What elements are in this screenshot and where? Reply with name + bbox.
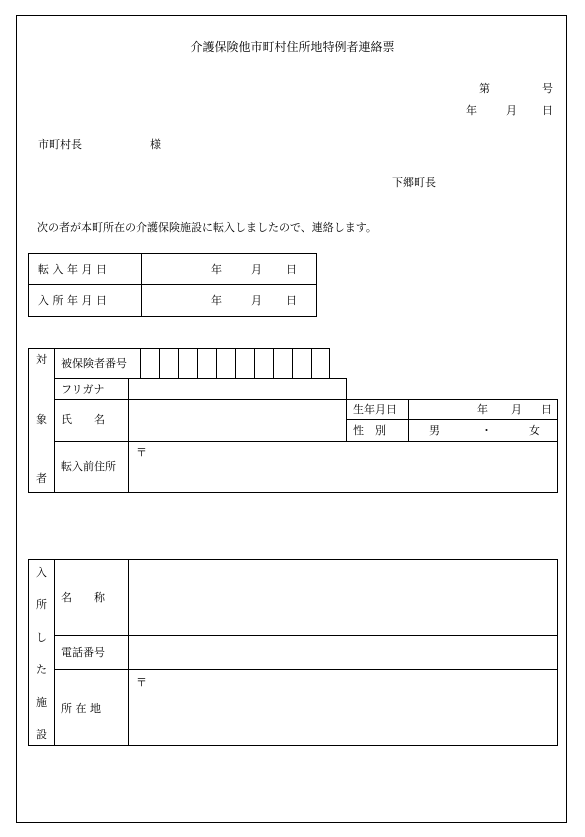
- sex-female-option[interactable]: 女: [529, 424, 540, 437]
- number-dai: 第: [479, 82, 490, 95]
- digit-cell[interactable]: [311, 348, 312, 378]
- digit-cell[interactable]: [216, 348, 217, 378]
- digit-cell[interactable]: [178, 348, 179, 378]
- digit-cell[interactable]: [254, 348, 255, 378]
- birthdate-label: 生年月日: [353, 403, 397, 416]
- digit-cell[interactable]: [235, 348, 236, 378]
- facility-side-char-5: 施: [36, 696, 47, 709]
- name-label: 氏 名: [61, 413, 105, 426]
- intro-text: 次の者が本町所在の介護保険施設に転入しましたので、連絡します。: [37, 221, 377, 234]
- page-title: 介護保険他市町村住所地特例者連絡票: [190, 40, 395, 54]
- facility-table: [28, 559, 558, 746]
- birth-hi: 日: [541, 403, 552, 416]
- nyusho-nen: 年: [211, 294, 222, 307]
- facility-phone-label: 電話番号: [61, 646, 105, 659]
- sex-male-option[interactable]: 男: [429, 424, 440, 437]
- facility-address-label: 所 在 地: [61, 702, 101, 715]
- birth-nen: 年: [477, 403, 488, 416]
- sender: 下郷町長: [392, 176, 436, 189]
- facility-side-char-1: 入: [36, 566, 47, 579]
- digit-cell[interactable]: [292, 348, 293, 378]
- facility-postal-mark: 〒: [136, 676, 147, 689]
- tennyu-nen: 年: [211, 263, 222, 276]
- facility-side-char-3: し: [36, 631, 47, 644]
- recipient-honorific: 様: [150, 138, 161, 151]
- sex-separator: ・: [481, 424, 492, 437]
- tennyu-tsuki: 月: [251, 263, 262, 276]
- date-nen: 年: [466, 104, 477, 117]
- digit-cell[interactable]: [273, 348, 274, 378]
- nyusho-tsuki: 月: [251, 294, 262, 307]
- recipient: 市町村長: [38, 138, 82, 151]
- tennyu-date-label: 転 入 年 月 日: [38, 263, 107, 276]
- subject-side-char-3: 者: [36, 472, 47, 485]
- facility-name-label: 名 称: [61, 591, 105, 604]
- subject-side-char-2: 象: [36, 413, 47, 426]
- subject-side-char-1: 対: [36, 353, 47, 366]
- digit-cell[interactable]: [197, 348, 198, 378]
- number-go: 号: [542, 82, 553, 95]
- date-tsuki: 月: [506, 104, 517, 117]
- nyusho-date-label: 入 所 年 月 日: [38, 294, 107, 307]
- birth-tsuki: 月: [511, 403, 522, 416]
- prev-address-label: 転入前住所: [61, 460, 116, 473]
- facility-side-char-6: 設: [36, 728, 47, 741]
- insured-number-label: 被保険者番号: [61, 357, 127, 370]
- sex-label: 性 別: [353, 424, 386, 437]
- postal-mark: 〒: [136, 446, 147, 459]
- nyusho-hi: 日: [286, 294, 297, 307]
- date-hi: 日: [542, 104, 553, 117]
- tennyu-hi: 日: [286, 263, 297, 276]
- digit-cell[interactable]: [159, 348, 160, 378]
- furigana-label: フリガナ: [61, 383, 105, 396]
- facility-side-char-2: 所: [36, 598, 47, 611]
- facility-side-char-4: た: [36, 663, 47, 676]
